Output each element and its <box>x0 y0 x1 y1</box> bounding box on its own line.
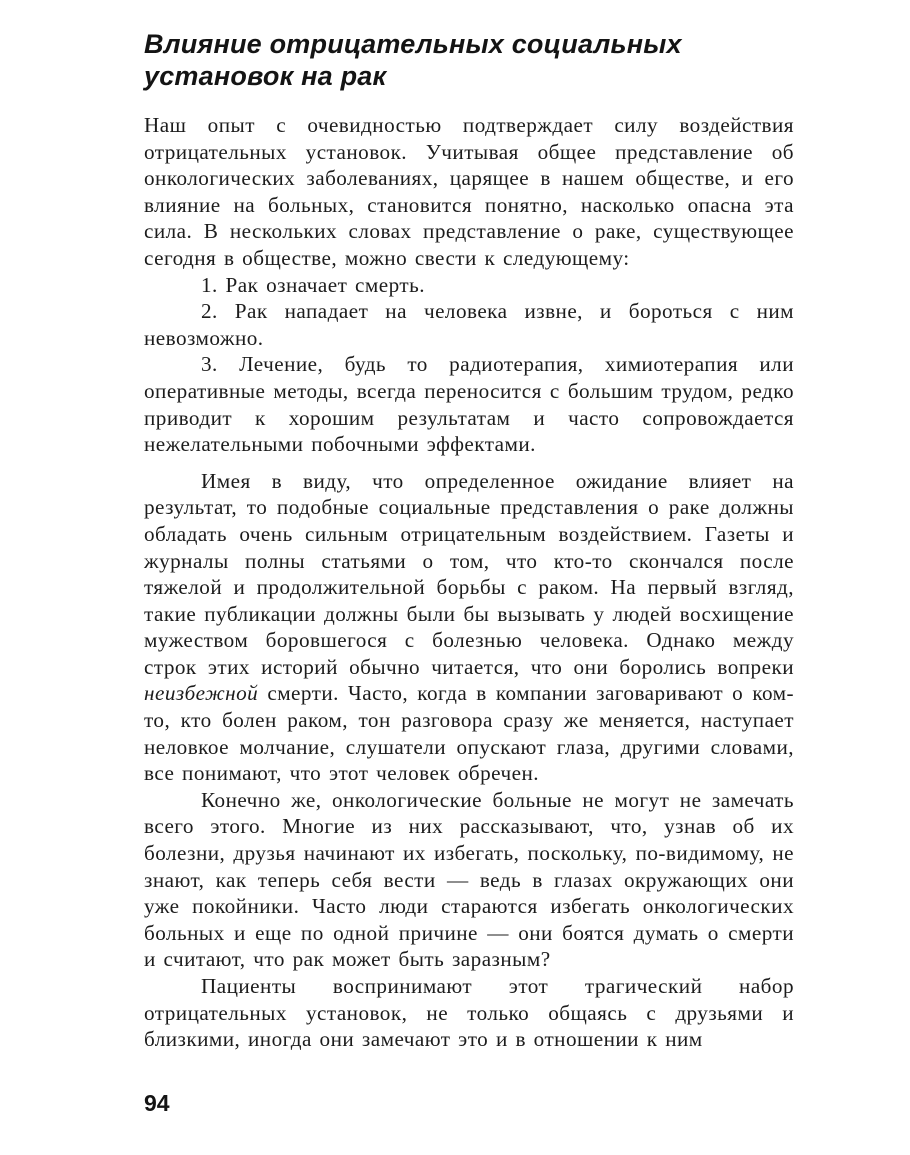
paragraph-2 <box>144 468 794 787</box>
body-text <box>144 112 794 1053</box>
list-item-2: 2. Рак нападает на человека извне, и бороться с ним невозможно. <box>144 299 794 350</box>
list-item-3: 3. Лечение, будь то радиотерапия, химиотерапия или оперативные методы, всегда переносится с большим трудом, редко приводит к хорошим результатам и часто сопровождается нежелательными побочными эффектами. <box>144 352 794 457</box>
paragraph-intro: Наш опыт с очевидностью подтверждает силу воздействия отрицательных установок. Учитывая общее представление об онкологических заболеваниях, царящее в нашем обществе, и его влияние на больных, становится понятно, насколько опасна эта сила. В нескольких словах представление о раке, существующее сегодня в обществе, можно свести к следующему: <box>144 113 794 270</box>
page-number: 94 <box>144 1090 170 1116</box>
section-heading: Влияние отрицательных социальных установок на рак <box>144 29 682 91</box>
paragraph-2-part-2: смерти. Часто, когда в компании заговаривают о ком-то, кто болен раком, тон разговора сразу же меняется, наступает неловкое молчание, слушатели опускают глаза, другими словами, все понимают, что этот человек обречен. <box>144 681 794 786</box>
list-item-1: 1. Рак означает смерть. <box>201 272 425 297</box>
emphasized-word: неизбежной <box>144 681 259 706</box>
paragraph-2-part-1: Имея в виду, что определенное ожидание влияет на результат, то подобные социальные представления о раке должны обладать очень сильным отрицательным воздействием. Газеты и журналы полны статьями о том, что кто-то скончался после тяжелой и продолжительной борьбы с раком. На первый взгляд, такие публикации должны были бы вызывать у людей восхищение мужеством боровшегося с болезнью человека. Однако между строк этих историй обычно читается, что они боролись вопреки <box>144 468 794 679</box>
paragraph-4: Пациенты воспринимают этот трагический набор отрицательных установок, не только общаясь с друзьями и близкими, иногда они замечают это и в отношении к ним <box>144 974 794 1052</box>
book-page <box>144 28 794 1053</box>
paragraph-3: Конечно же, онкологические больные не могут не замечать всего этого. Многие из них рассказывают, что, узнав об их болезни, друзья начинают их избегать, поскольку, по-видимому, не знают, как теперь себя вести — ведь в глазах окружающих они уже покойники. Часто люди стараются избегать онкологических больных и еще по одной причине — они боятся думать о смерти и считают, что рак может быть заразным? <box>144 787 794 972</box>
